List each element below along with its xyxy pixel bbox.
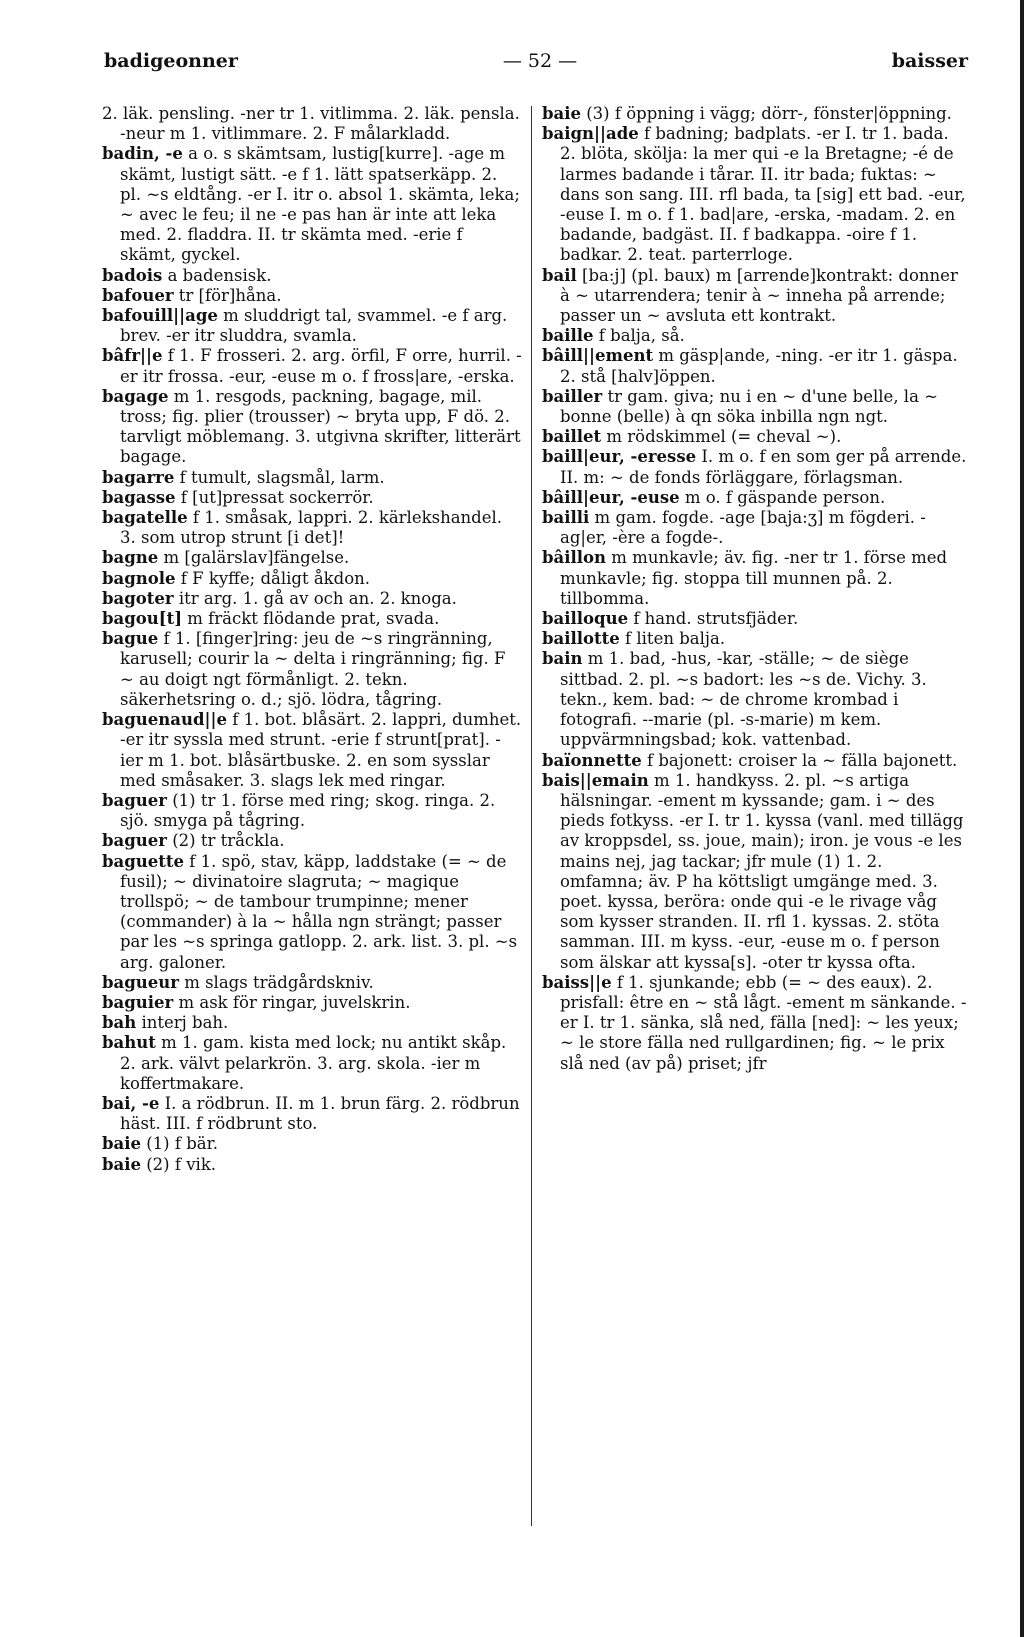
entry-definition: m [galärslav]fängelse. <box>158 548 350 568</box>
dictionary-entry <box>542 387 967 427</box>
entry-definition: m o. f gäspande person. <box>679 487 886 507</box>
dictionary-entry <box>102 629 522 710</box>
header-left-guideword: badigeonner <box>104 50 238 72</box>
dictionary-entry <box>542 973 967 1074</box>
entry-definition: m 1. bad, -hus, -kar, -ställe; ~ de siège sittbad. 2. pl. ~s badort: les ~s de. Vichy. 3. tekn., kem. bad: ~ de chrome krombad i fotografi. --marie (pl. -s-marie) m kem. uppvärmningsbad; kok. vattenbad. <box>560 649 927 750</box>
entry-headword: baille <box>542 326 594 346</box>
dictionary-entry <box>542 124 967 265</box>
dictionary-entry <box>102 589 522 609</box>
entry-headword: baguette <box>102 851 185 871</box>
dictionary-entry <box>102 1094 522 1134</box>
entry-definition: [ba:j] (pl. baux) m [arrende]kontrakt: donner à ~ utarrendera; tenir à ~ inneha på arrende; passer un ~ avsluta ett kontrakt. <box>560 265 958 326</box>
entry-definition: f 1. [finger]ring: jeu de ~s ringränning, karusell; courir la ~ delta i ringränning; fig. F ~ au doigt ngt förmånligt. 2. tekn. säkerhetsring o. d.; sjö. lödra, tågring. <box>120 629 506 709</box>
header-right-guideword: baisser <box>891 50 968 72</box>
entry-headword: baguier <box>102 992 174 1012</box>
dictionary-entry <box>102 1013 522 1033</box>
entry-definition: f [ut]pressat sockerrör. <box>175 487 374 507</box>
dictionary-entry <box>542 266 967 327</box>
entry-definition: m ask för ringar, juvelskrin. <box>173 992 411 1012</box>
entry-definition: (1) tr 1. förse med ring; skog. ringa. 2. sjö. smyga på tågring. <box>120 790 496 831</box>
entry-definition: a badensisk. <box>162 265 272 285</box>
entry-headword: baguer <box>102 831 167 851</box>
entry-headword: bagoter <box>102 588 174 608</box>
entry-definition: f tumult, slagsmål, larm. <box>174 467 385 487</box>
dictionary-entry <box>542 447 967 487</box>
entry-headword: bail <box>542 265 577 285</box>
dictionary-entry <box>542 609 967 629</box>
entry-definition: I. a rödbrun. II. m 1. brun färg. 2. rödbrun häst. III. f rödbrunt sto. <box>120 1093 520 1134</box>
dictionary-entry <box>102 569 522 589</box>
entry-headword: bafouer <box>102 285 174 305</box>
column-divider <box>531 106 532 1526</box>
dictionary-entry <box>102 710 522 791</box>
dictionary-entry <box>102 508 522 548</box>
entry-headword: bague <box>102 629 159 649</box>
dictionary-entry <box>102 387 522 468</box>
entry-definition: m 1. resgods, packning, bagage, mil. tross; fig. plier (trousser) ~ bryta upp, F dö. 2. tarvligt möblemang. 3. utgivna skrifter, litterärt bagage. <box>120 386 521 467</box>
entry-definition: m munkavle; äv. fig. -ner tr 1. förse med munkavle; fig. stoppa till munnen på. 2. tillbomma. <box>560 548 948 608</box>
entry-headword: bagarre <box>102 467 175 487</box>
entry-headword: bailli <box>542 508 590 528</box>
dictionary-entry <box>542 104 967 124</box>
dictionary-entry <box>542 629 967 649</box>
dictionary-entry <box>102 1134 522 1154</box>
dictionary-entry <box>102 346 522 386</box>
entry-definition: 2. läk. pensling. -ner tr 1. vitlimma. 2. läk. pensla. -neur m 1. vitlimmare. 2. F målarkladd. <box>102 104 520 144</box>
entry-headword: baiss||e <box>542 972 612 992</box>
dictionary-entry <box>102 144 522 265</box>
dictionary-entry <box>102 831 522 851</box>
entry-definition: f bajonett: croiser la ~ fälla bajonett. <box>641 750 958 770</box>
entry-definition: itr arg. 1. gå av och an. 2. knoga. <box>173 588 457 608</box>
entry-definition: (2) f vik. <box>141 1154 217 1174</box>
entry-definition: tr [för]håna. <box>173 285 282 305</box>
entry-headword: badois <box>102 265 163 285</box>
entry-headword: baie <box>542 104 581 123</box>
entry-headword: bagne <box>102 548 159 568</box>
entry-headword: bafouill||age <box>102 306 218 326</box>
entry-definition: m gäsp|ande, -ning. -er itr 1. gäspa. 2. stå [halv]öppen. <box>560 346 958 386</box>
dictionary-entry <box>542 427 967 447</box>
entry-definition: f hand. strutsfjäder. <box>628 609 799 629</box>
entry-headword: baign||ade <box>542 124 639 144</box>
entry-headword: bagasse <box>102 487 176 507</box>
entry-definition: (1) f bär. <box>141 1134 218 1154</box>
dictionary-entry <box>102 1033 522 1094</box>
entry-headword: bâill|eur, -euse <box>542 487 680 507</box>
entry-headword: baillet <box>542 427 602 447</box>
entry-headword: baill|eur, -eresse <box>542 447 697 467</box>
entry-headword: bagatelle <box>102 508 188 528</box>
entry-definition: f 1. sjunkande; ebb (= ~ des eaux). 2. prisfall: être en ~ stå lågt. -ement m sänkande. -er I. tr 1. sänka, slå ned, fälla [ned]: ~ les yeux; ~ le store fälla ned rullgardinen; fig. ~ le prix slå ned (av på) priset; jfr <box>560 972 967 1073</box>
entry-definition: f F kyffe; dåligt åkdon. <box>175 568 371 588</box>
entry-headword: baie <box>102 1154 141 1174</box>
entry-definition: f 1. bot. blåsärt. 2. lappri, dumhet. -er itr syssla med strunt. -erie f strunt[prat]. -ier m 1. bot. blåsärtbuske. 2. en som sysslar med småsaker. 3. slags lek med ringar. <box>120 710 522 790</box>
entry-headword: bailloque <box>542 609 629 629</box>
page-edge <box>1020 0 1024 1637</box>
entry-definition: m rödskimmel (= cheval ~). <box>601 427 842 447</box>
entry-definition: tr gam. giva; nu i en ~ d'une belle, la ~ bonne (belle) à qn söka inbilla ngn ngt. <box>560 386 938 427</box>
dictionary-entry <box>102 791 522 831</box>
dictionary-entry <box>102 306 522 346</box>
entry-definition: f balja, så. <box>593 326 685 346</box>
entry-headword: bâfr||e <box>102 346 163 366</box>
entry-definition: m sluddrigt tal, svammel. -e f arg. brev. -er itr sluddra, svamla. <box>120 306 508 346</box>
entry-headword: bâillon <box>542 548 607 568</box>
entry-definition: f liten balja. <box>619 629 726 649</box>
dictionary-entry <box>102 609 522 629</box>
entry-headword: bais||emain <box>542 770 649 790</box>
entry-headword: bagou[t] <box>102 609 183 629</box>
dictionary-entry <box>102 1155 522 1175</box>
dictionary-entry <box>542 508 967 548</box>
entry-headword: baguenaud||e <box>102 710 227 730</box>
dictionary-entry <box>102 852 522 973</box>
entry-definition: a o. s skämtsam, lustig[kurre]. -age m skämt, lustigt sätt. -e f 1. lätt spatserkäpp. 2. pl. ~s eldtång. -er I. itr o. absol 1. skämta, leka; ~ avec le feu; il ne -e pas han är inte att leka med. 2. fladdra. II. tr skämta med. -erie f skämt, gyckel. <box>120 144 520 265</box>
dictionary-entry <box>542 751 967 771</box>
dictionary-entry <box>542 346 967 386</box>
entry-definition: m 1. gam. kista med lock; nu antikt skåp. 2. ark. välvt pelarkrön. 3. arg. skola. -ier m koffertmakare. <box>120 1033 507 1093</box>
entry-definition: (2) tr tråckla. <box>166 831 285 851</box>
entry-definition: m gam. fogde. -age [baja:ʒ] m fögderi. -ag|er, -ère a fogde-. <box>560 508 926 548</box>
entry-headword: bâill||ement <box>542 346 654 366</box>
entry-headword: bailler <box>542 386 603 406</box>
right-column <box>542 104 967 1074</box>
dictionary-entry <box>102 104 522 144</box>
entry-headword: bagnole <box>102 568 176 588</box>
dictionary-entry <box>542 771 967 973</box>
entry-headword: bahut <box>102 1033 156 1053</box>
entry-definition: interj bah. <box>136 1013 229 1033</box>
dictionary-entry <box>542 488 967 508</box>
page-header <box>100 50 968 80</box>
entry-headword: baguer <box>102 790 167 810</box>
dictionary-entry <box>102 266 522 286</box>
entry-definition: m slags trädgårdskniv. <box>178 972 374 992</box>
entry-definition: m 1. handkyss. 2. pl. ~s artiga hälsningar. -ement m kyssande; gam. i ~ des pieds fotkyss. -er I. tr 1. kyssa (vanl. med tillägg av kroppsdel, ss. joue, main); iron. je vous -e les mains nej, jag tackar; jfr mule (1) 1. 2. omfamna; äv. P ha köttsligt umgänge med. 3. poet. kyssa, beröra: onde qui -e le rivage våg som kysser stranden. II. rfl 1. kyssas. 2. stöta samman. III. m kyss. -eur, -euse m o. f person som älskar att kyssa[s]. -oter tr kyssa ofta. <box>560 770 964 972</box>
entry-headword: baillotte <box>542 629 620 649</box>
dictionary-entry <box>102 468 522 488</box>
dictionary-entry <box>542 548 967 609</box>
dictionary-entry <box>542 326 967 346</box>
entry-headword: baie <box>102 1134 141 1154</box>
entry-definition: I. m o. f en som ger på arrende. II. m: ~ de fonds förläggare, förlagsman. <box>560 447 967 487</box>
entry-definition: f 1. spö, stav, käpp, laddstake (= ~ de fusil); ~ divinatoire slagruta; ~ magique trollspö; ~ de tambour trumpinne; mener (commander) à la ~ hålla ngn strängt; passer par les ~s springa gatlopp. 2. ark. list. 3. pl. ~s arg. galoner. <box>120 851 518 972</box>
entry-definition: f 1. småsak, lappri. 2. kärlekshandel. 3. som utrop strunt [i det]! <box>120 508 503 548</box>
entry-headword: badin, -e <box>102 144 183 164</box>
entry-headword: bagage <box>102 386 169 406</box>
entry-headword: bai, -e <box>102 1093 160 1113</box>
entry-headword: bagueur <box>102 972 179 992</box>
dictionary-entry <box>102 973 522 993</box>
dictionary-entry <box>102 993 522 1013</box>
entry-headword: baïonnette <box>542 750 642 770</box>
page-number: — 52 — <box>502 50 578 72</box>
dictionary-entry <box>102 286 522 306</box>
entry-definition: (3) f öppning i vägg; dörr-, fönster|öppning. <box>581 104 952 123</box>
left-column <box>102 104 522 1175</box>
entry-headword: bah <box>102 1013 137 1033</box>
dictionary-entry <box>102 548 522 568</box>
entry-definition: f badning; badplats. -er I. tr 1. bada. 2. blöta, skölja: la mer qui -e la Bretagne; -é de larmes badande i tårar. II. itr bada; fuktas: ~ dans son sang. III. rfl bada, ta [sig] ett bad. -eur, -euse I. m o. f 1. bad|are, -erska, -madam. 2. en badande, badgäst. II. f badkappa. -oire f 1. badkar. 2. teat. parterrloge. <box>560 124 966 265</box>
entry-headword: bain <box>542 649 583 669</box>
dictionary-entry <box>102 488 522 508</box>
entry-definition: f 1. F frosseri. 2. arg. örfil, F orre, hurril. -er itr frossa. -eur, -euse m o. f fross|are, -erska. <box>120 346 522 386</box>
entry-definition: m fräckt flödande prat, svada. <box>182 609 440 629</box>
dictionary-entry <box>542 649 967 750</box>
